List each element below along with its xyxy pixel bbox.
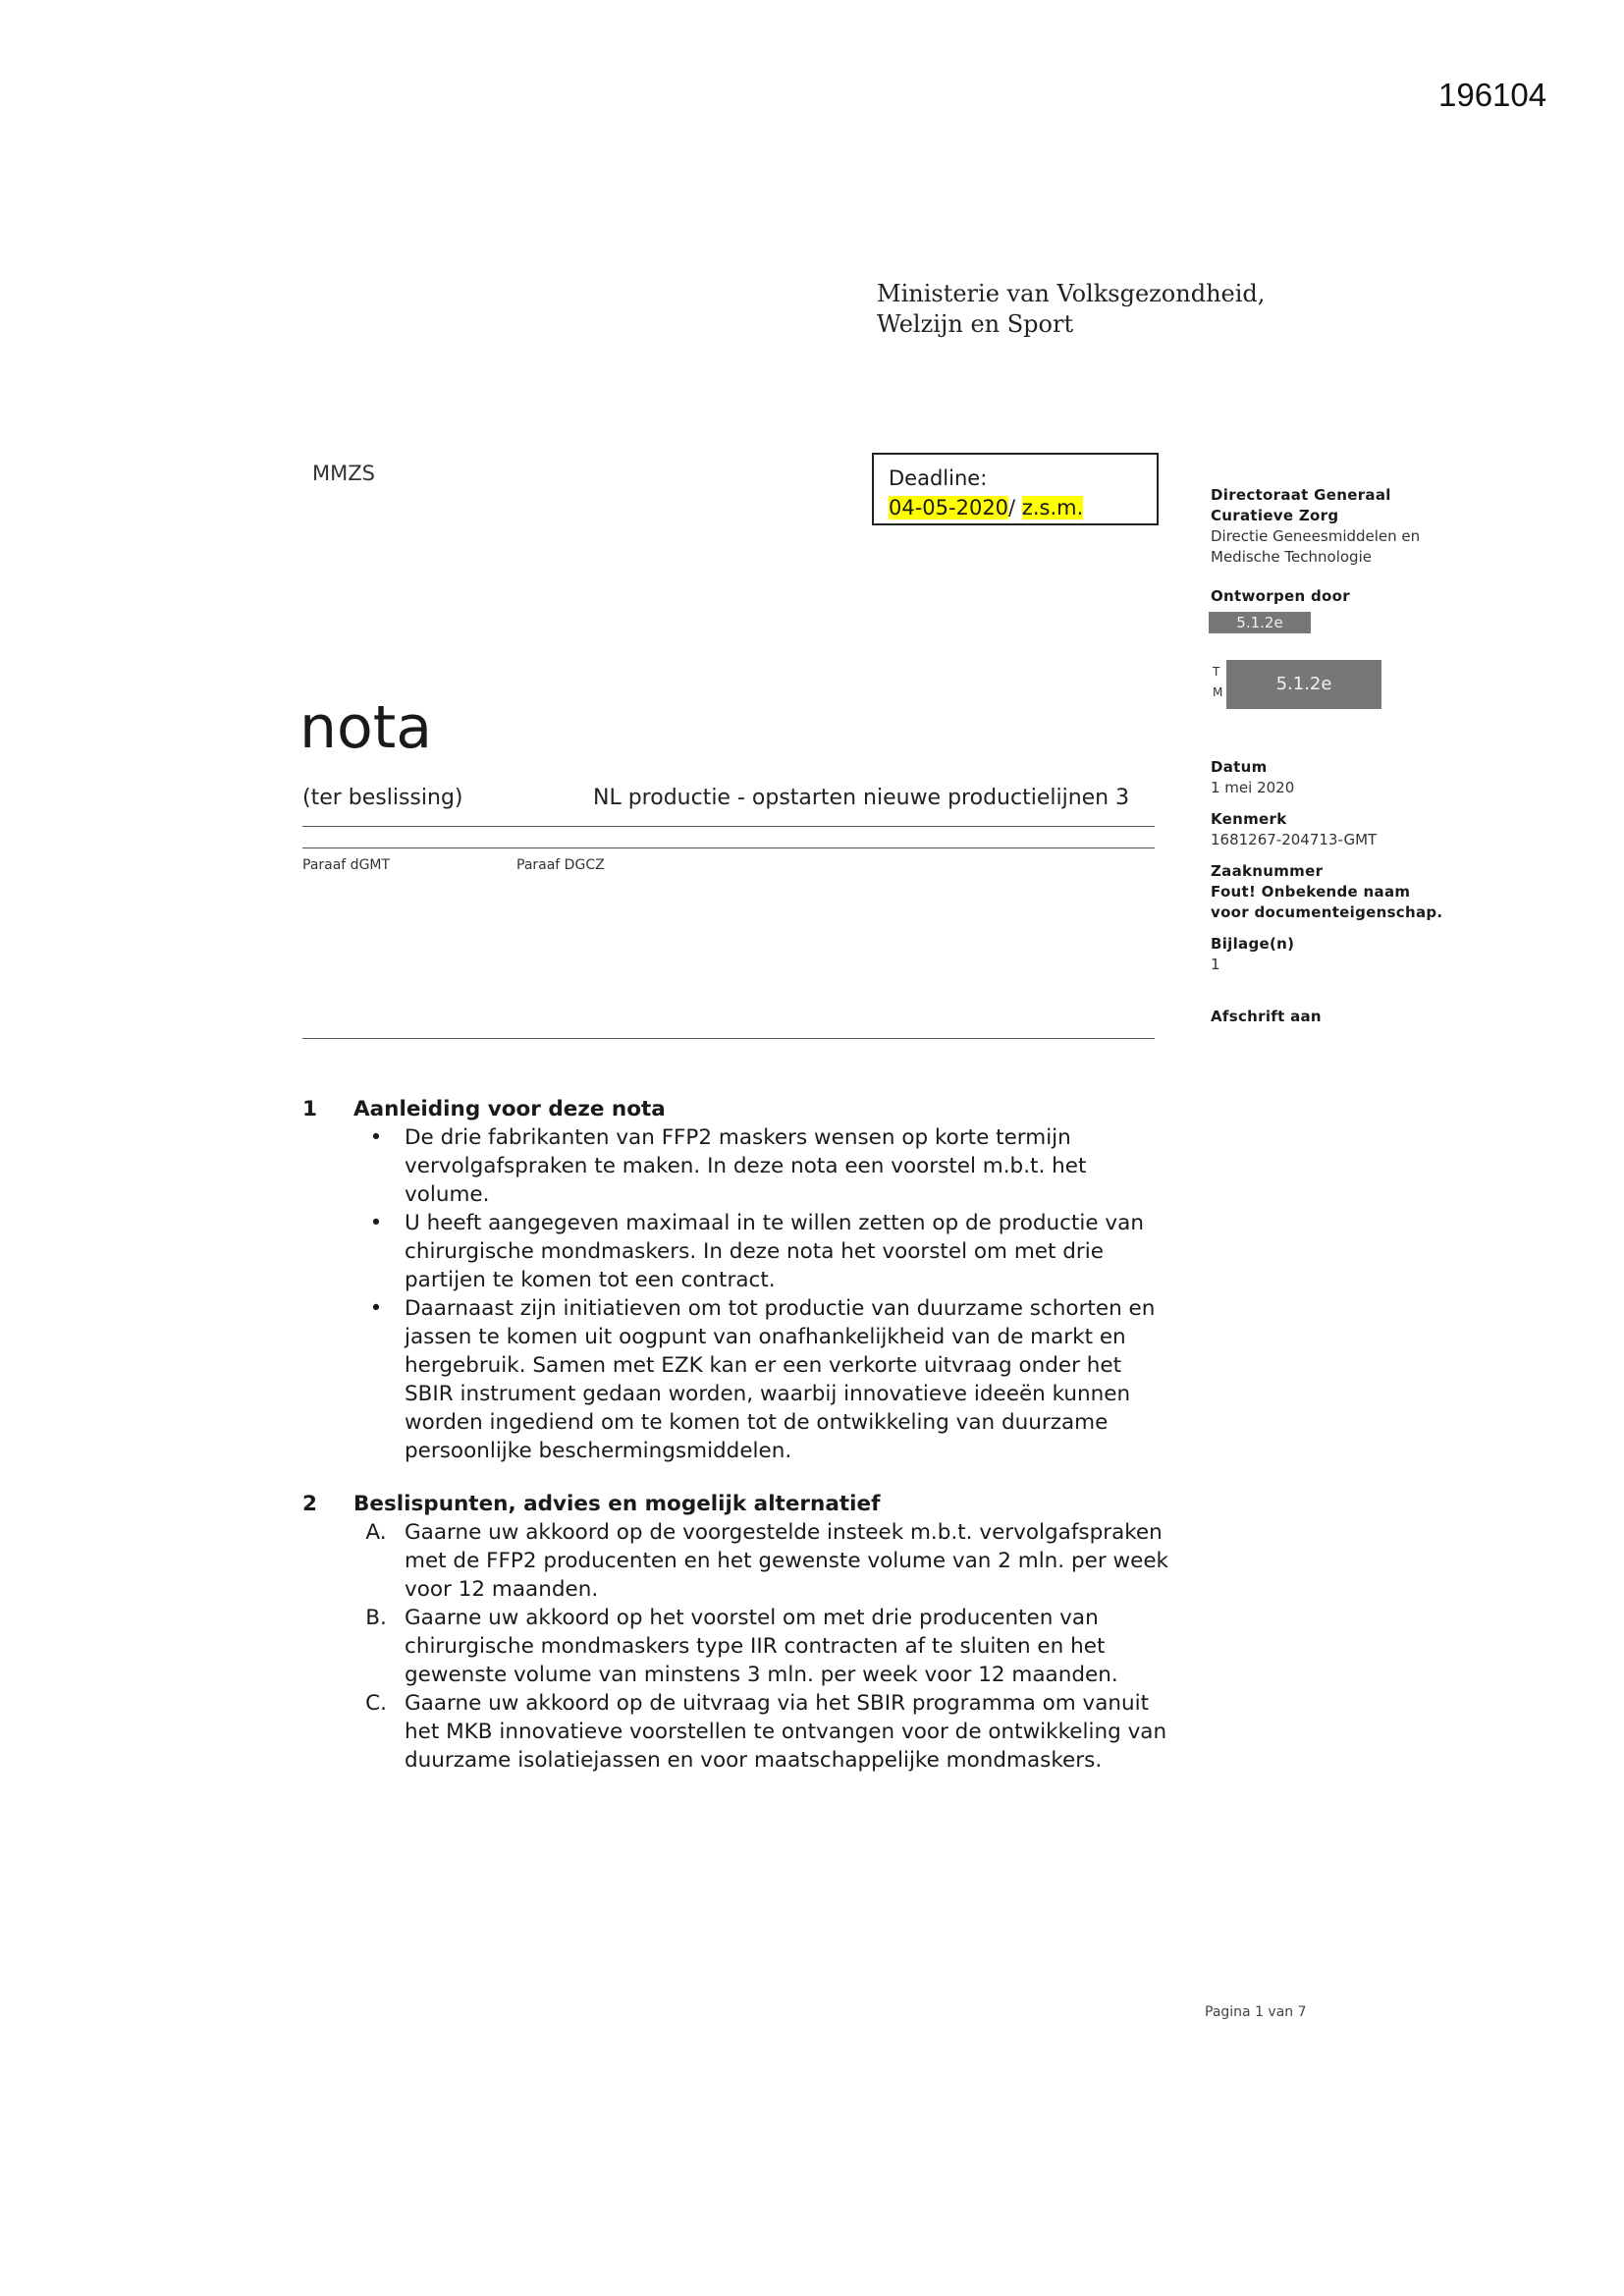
item-line: met de FFP2 producenten en het gewenste volume van 2 mln. per week [405, 1549, 1169, 1573]
list-item [365, 1518, 1190, 1604]
deadline-label: Deadline: [889, 466, 988, 490]
item-line: De drie fabrikanten van FFP2 maskers wensen op korte termijn [405, 1125, 1071, 1150]
division-line-1: Directie Geneesmiddelen en [1211, 527, 1421, 545]
item-line: partijen te komen tot een contract. [405, 1268, 776, 1292]
case-number-label: Zaaknummer [1211, 862, 1324, 880]
deadline-date: 04-05-2020 [889, 496, 1009, 519]
deadline-asap: z.s.m. [1021, 496, 1084, 519]
case-number-value-2: voor documenteigenschap. [1211, 903, 1443, 921]
date-value: 1 mei 2020 [1211, 779, 1295, 796]
item-letter: C. [365, 1691, 387, 1716]
date-label: Datum [1211, 758, 1268, 776]
bullet-marker: • [369, 1296, 383, 1321]
item-line: jassen te komen uit oogpunt van onafhankelijkheid van de markt en [405, 1325, 1126, 1349]
deadline-value [889, 493, 1157, 522]
item-line: chirurgische mondmaskers type IIR contracten af te sluiten en het [405, 1634, 1106, 1659]
list-item [369, 1209, 1190, 1294]
paraaf-dgcz: Paraaf DGCZ [516, 857, 605, 873]
item-line: hergebruik. Samen met EZK kan er een verkorte uitvraag onder het [405, 1353, 1122, 1378]
redaction-block-contact: 5.1.2e [1226, 660, 1381, 709]
document-number: 196104 [1438, 77, 1547, 113]
item-line: chirurgische mondmaskers. In deze nota het voorstel om met drie [405, 1239, 1104, 1264]
redaction-block: 5.1.2e [1209, 612, 1311, 633]
directorate-line-2: Curatieve Zorg [1211, 507, 1339, 524]
document-subject: NL productie - opstarten nieuwe productielijnen 3 [593, 786, 1130, 810]
item-letter: B. [365, 1606, 387, 1630]
section-title: Beslispunten, advies en mogelijk alternatief [353, 1492, 881, 1516]
ministry-logo-text [877, 279, 1265, 340]
bullet-marker: • [369, 1211, 383, 1235]
item-line: Gaarne uw akkoord op het voorstel om met drie producenten van [405, 1606, 1099, 1630]
list-item [365, 1689, 1190, 1775]
sidebar-document-info [1211, 757, 1505, 1027]
attachments-label: Bijlage(n) [1211, 935, 1295, 953]
divider [302, 826, 1155, 827]
sidebar-metadata [1211, 485, 1505, 607]
divider [302, 1038, 1155, 1039]
item-line: Gaarne uw akkoord op de uitvraag via het SBIR programma om vanuit [405, 1691, 1150, 1716]
item-line: het MKB innovatieve voorstellen te ontvangen voor de ontwikkeling van [405, 1720, 1167, 1744]
designed-by-label: Ontworpen door [1211, 587, 1350, 605]
item-line: voor 12 maanden. [405, 1577, 599, 1602]
item-line: worden ingediend om te komen tot de ontwikkeling van duurzame [405, 1410, 1109, 1435]
item-letter: A. [365, 1520, 387, 1545]
item-line: U heeft aangegeven maximaal in te willen zetten op de productie van [405, 1211, 1144, 1235]
section-number: 2 [302, 1492, 317, 1516]
bullet-marker: • [369, 1125, 383, 1150]
attachments-value: 1 [1211, 956, 1220, 973]
decision-list [365, 1518, 1190, 1775]
section-decisions [302, 1490, 1186, 1784]
list-item [369, 1123, 1190, 1209]
department-code: MMZS [312, 462, 375, 485]
divider [302, 847, 1155, 848]
item-line: gewenste volume van minstens 3 mln. per week voor 12 maanden. [405, 1663, 1118, 1687]
page-number: Pagina 1 van 7 [1205, 2004, 1307, 2020]
document-title: nota [299, 693, 433, 762]
item-line: vervolgafspraken te maken. In deze nota een voorstel m.b.t. het [405, 1154, 1087, 1178]
case-number-value-1: Fout! Onbekende naam [1211, 883, 1411, 901]
paraaf-dgmt: Paraaf dGMT [302, 857, 391, 873]
item-line: volume. [405, 1182, 490, 1207]
list-item [365, 1604, 1190, 1689]
division-line-2: Medische Technologie [1211, 548, 1372, 566]
reference-value: 1681267-204713-GMT [1211, 831, 1378, 848]
deadline-separator: / [1008, 496, 1022, 519]
item-line: Gaarne uw akkoord op de voorgestelde insteek m.b.t. vervolgafspraken [405, 1520, 1163, 1545]
directorate-line-1: Directoraat Generaal [1211, 486, 1391, 504]
phone-label: T [1213, 665, 1220, 679]
list-item [369, 1294, 1190, 1465]
item-line: SBIR instrument gedaan worden, waarbij innovatieve ideeën kunnen [405, 1382, 1131, 1406]
section-reason [302, 1095, 1186, 1468]
item-line: persoonlijke beschermingsmiddelen. [405, 1439, 792, 1463]
bullet-list [369, 1123, 1190, 1465]
deadline-box [872, 453, 1159, 525]
mobile-label: M [1213, 685, 1223, 699]
ministry-line-1: Ministerie van Volksgezondheid, [877, 280, 1266, 307]
ministry-line-2: Welzijn en Sport [877, 310, 1074, 338]
copy-to-label: Afschrift aan [1211, 1008, 1322, 1025]
reference-label: Kenmerk [1211, 810, 1287, 828]
section-number: 1 [302, 1097, 317, 1121]
item-line: duurzame isolatiejassen en voor maatschappelijke mondmaskers. [405, 1748, 1103, 1773]
decision-type: (ter beslissing) [302, 786, 463, 810]
item-line: Daarnaast zijn initiatieven om tot productie van duurzame schorten en [405, 1296, 1156, 1321]
section-title: Aanleiding voor deze nota [353, 1097, 666, 1121]
